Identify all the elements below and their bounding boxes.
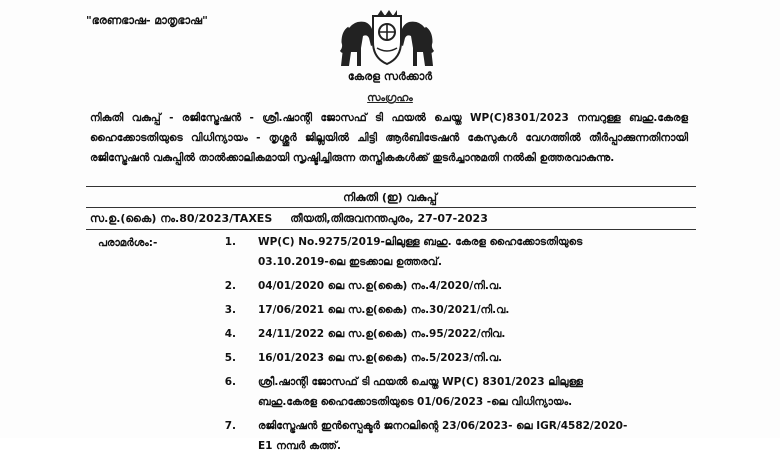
reference-item <box>218 324 688 344</box>
order-number: സ.ഉ.(കൈ) നം.80/2023/TAXES <box>90 212 273 225</box>
reference-line: ബഹു.കേരള ഹൈക്കോടതിയുടെ 01/06/2023 -ലെ വിധിന്യായം. <box>258 396 573 408</box>
department-name: നികുതി (ഇ) വകുപ്പ് <box>343 191 437 204</box>
order-line <box>90 212 488 226</box>
reference-line: 17/06/2021 ലെ സ.ഉ(കൈ) നം.30/2021/നി.വ. <box>258 304 510 316</box>
reference-item <box>218 300 688 320</box>
reference-number: 2. <box>224 280 236 292</box>
reference-number: 1. <box>224 236 236 248</box>
official-language-slogan: "ഭരണഭാഷ- മാതൃഭാഷ" <box>86 14 208 27</box>
reference-line: E1 നമ്പർ കത്ത്. <box>258 440 341 452</box>
reference-line: WP(C) No.9275/2019-ലിലുള്ള ബഹു. കേരള ഹൈക്കോടതിയുടെ <box>258 236 583 248</box>
reference-item <box>218 416 688 456</box>
order-date: തീയതി,തിരുവനന്തപുരം, 27-07-2023 <box>290 212 488 225</box>
divider-top <box>86 186 696 187</box>
reference-line: 04/01/2020 ലെ സ.ഉ(കൈ) നം.4/2020/നി.വ. <box>258 280 503 292</box>
reference-item <box>218 232 688 272</box>
references-label: പരാമർശം:- <box>98 237 158 249</box>
reference-line: 24/11/2022 ലെ സ.ഉ(കൈ) നം.95/2022/നിവ. <box>258 328 506 340</box>
abstract-text: നികുതി വകുപ്പ് - രജിസ്ട്രേഷൻ - ശ്രീ.ഷാന്റി ജോസഫ് ടി ഫയൽ ചെയ്ത WP(C)8301/2023 നമ്പറുള്ള ബഹു.കേരള ഹൈക്കോടതിയുടെ വിധിന്യായം - തൃശ്ശൂർ ജില്ലയിൽ ചിട്ടി ആർബിട്രേഷൻ കേസുകൾ വേഗത്തിൽ തീർപ്പാക്കുന്നതിനായി രജിസ്ട്രേഷൻ വകുപ്പിൽ താൽക്കാലികമായി സൃഷ്ടിച്ചിരുന്ന തസ്തികകൾക്ക് തുടർച്ചാനുമതി നൽകി ഉത്തരവാകുന്നു. <box>90 112 688 164</box>
reference-line: രജിസ്ട്രേഷൻ ഇൻസ്പെക്ടർ ജനറലിന്റെ 23/06/2023- ലെ IGR/4582/2020- <box>258 420 628 432</box>
reference-number: 3. <box>224 304 236 316</box>
reference-number: 4. <box>224 328 236 340</box>
reference-number: 5. <box>224 352 236 364</box>
reference-number: 7. <box>224 420 236 432</box>
divider-middle <box>86 207 696 208</box>
reference-item <box>218 372 688 412</box>
reference-item <box>218 348 688 368</box>
reference-line: 16/01/2023 ലെ സ.ഉ(കൈ) നം.5/2023/നി.വ. <box>258 352 503 364</box>
reference-item <box>218 276 688 296</box>
reference-number: 6. <box>224 376 236 388</box>
kerala-state-emblem-icon <box>335 8 439 70</box>
references-list <box>218 232 688 460</box>
abstract-heading: സംഗ്രഹം <box>367 92 413 104</box>
reference-line: ശ്രീ.ഷാന്റി ജോസഫ് ടി ഫയൽ ചെയ്ത WP(C) 8301/2023 ലിലുള്ള <box>258 376 583 388</box>
government-name: കേരള സർക്കാർ <box>347 70 433 83</box>
divider-bottom <box>86 229 696 230</box>
reference-line: 03.10.2019-ലെ ഇടക്കാല ഉത്തരവ്. <box>258 256 442 268</box>
